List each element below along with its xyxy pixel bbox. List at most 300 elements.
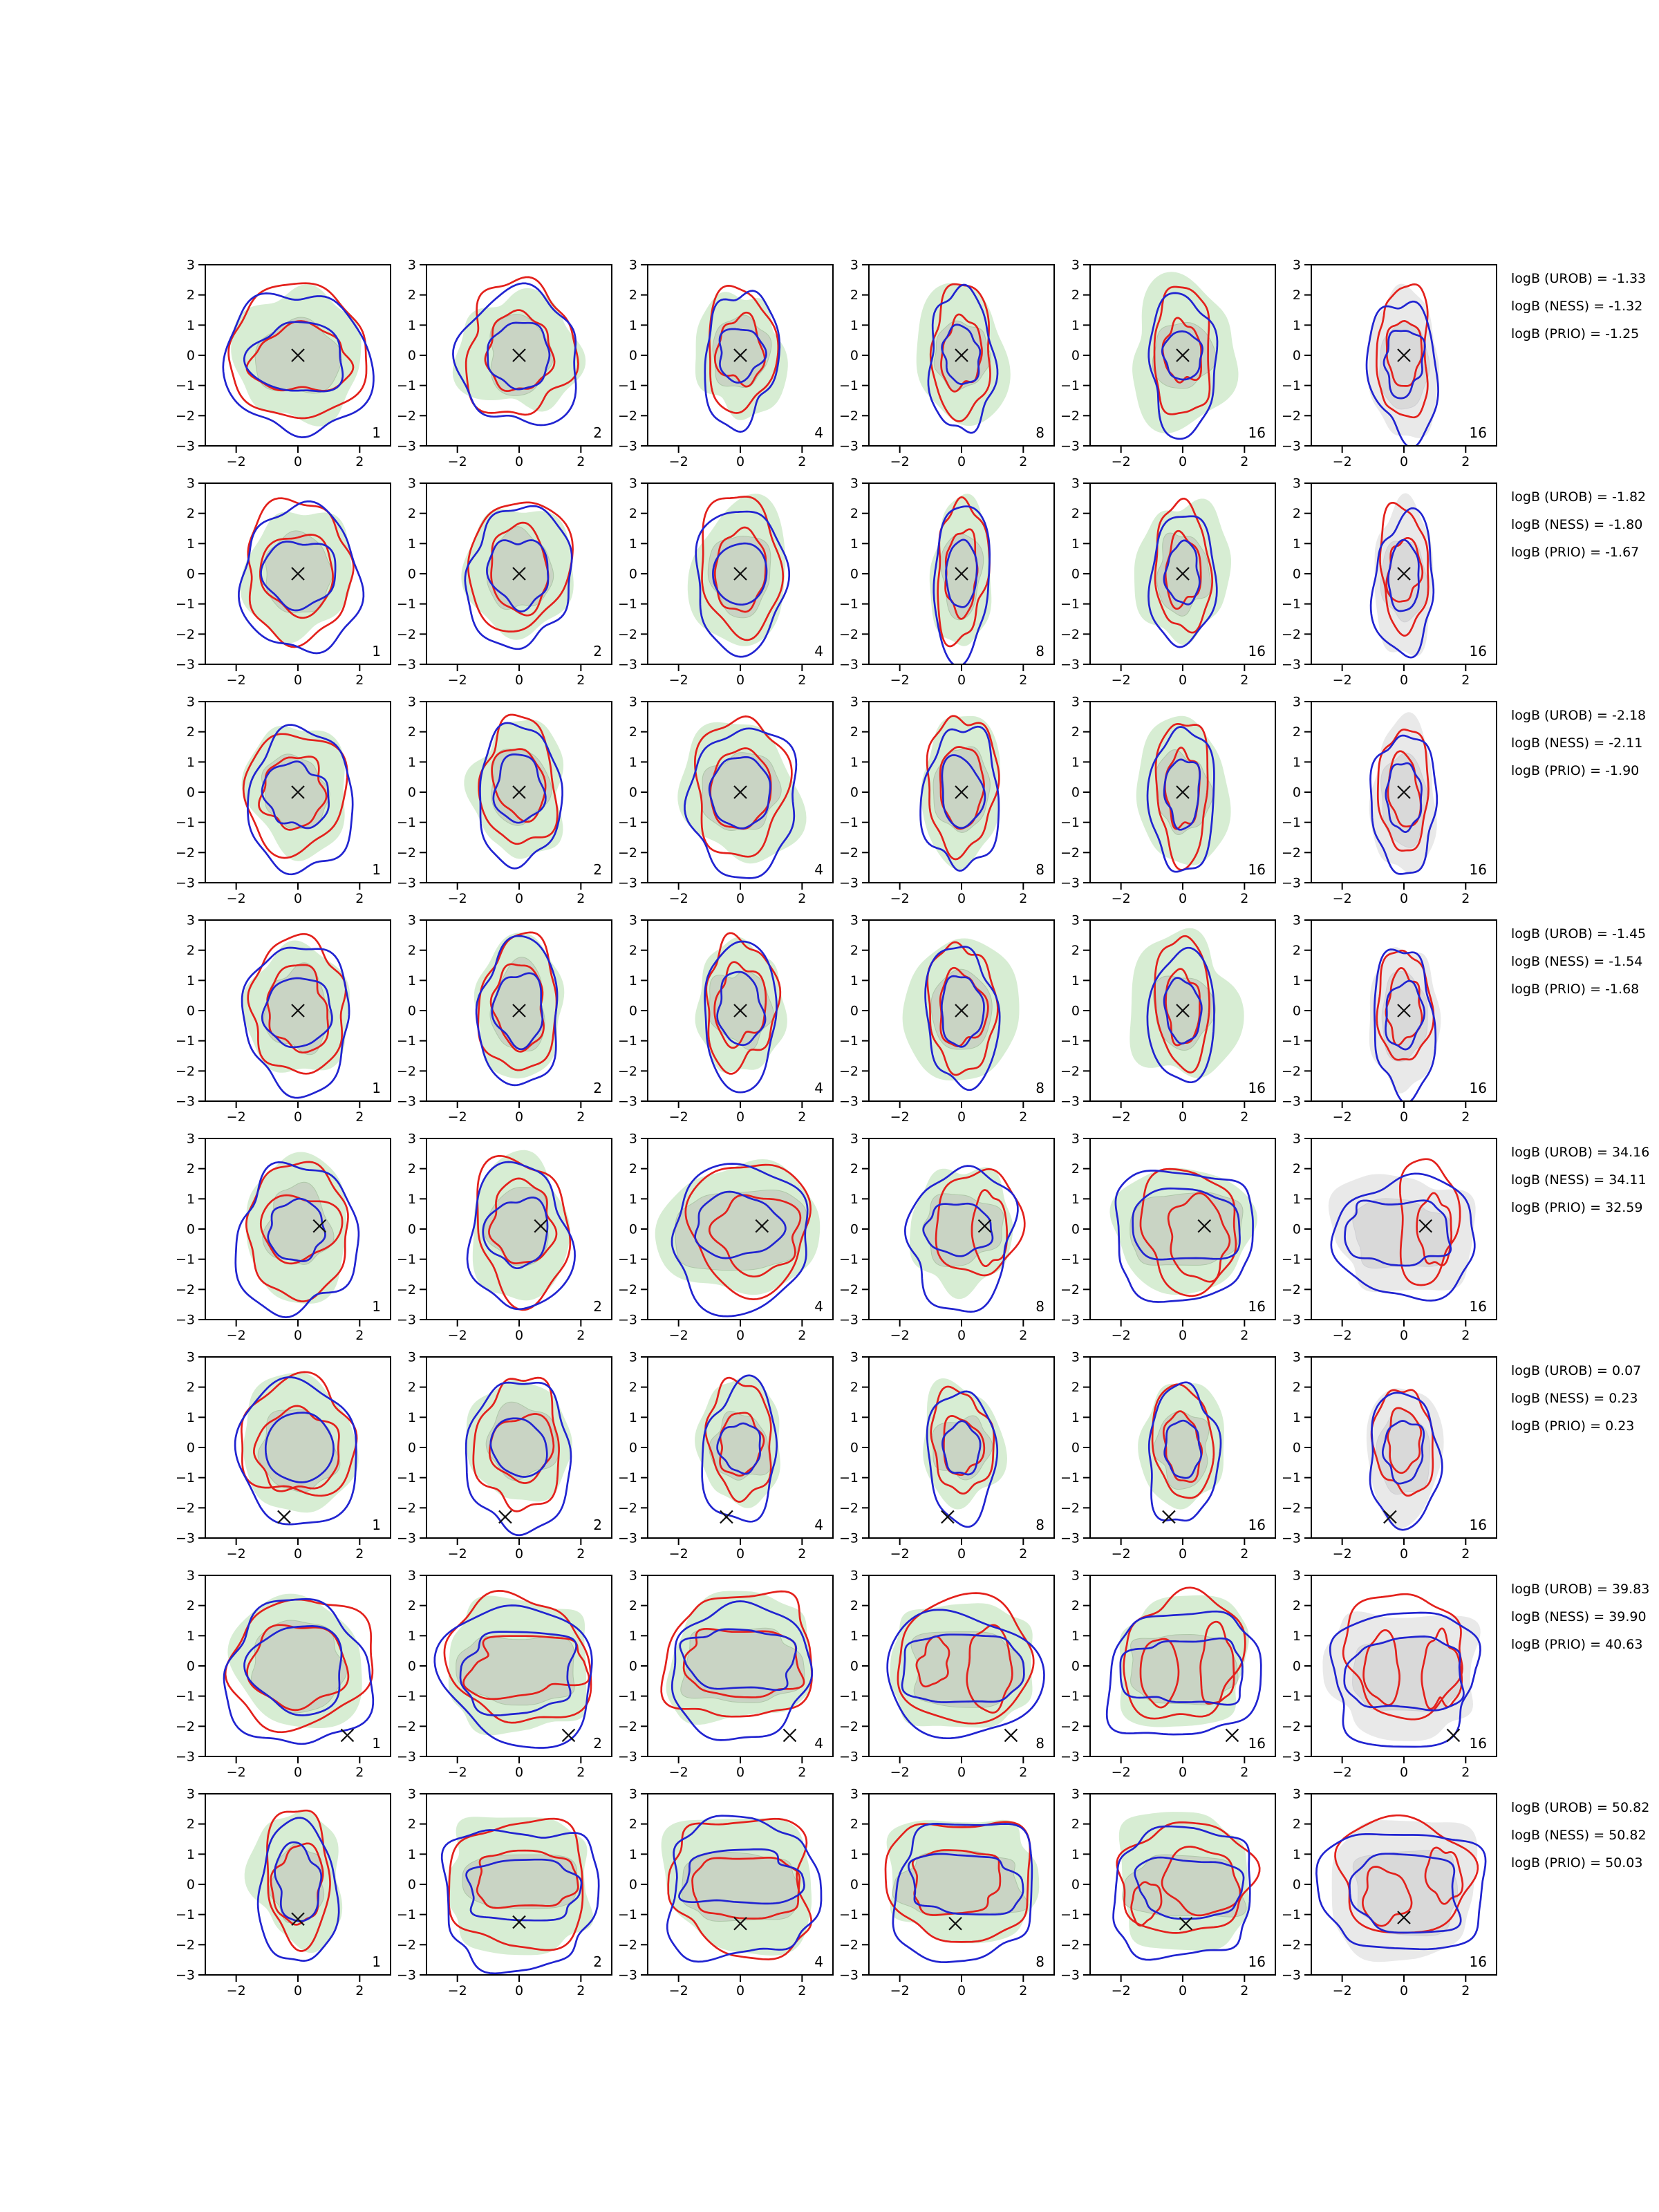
y-tick-label: 0 [1071,1221,1080,1237]
x-tick-label: −2 [1332,1328,1352,1343]
y-tick-label: 0 [407,1221,416,1237]
y-tick-label: 3 [1292,694,1301,710]
y-tick-label: −2 [1060,1718,1080,1734]
x-tick-label: −2 [1111,1109,1131,1125]
panel-count-label: 16 [1248,1953,1266,1970]
y-tick-label: −3 [838,438,859,454]
y-tick-label: −1 [396,1907,416,1923]
y-tick-label: 3 [186,694,195,710]
x-tick-label: 2 [1461,1546,1470,1562]
subplot-r8c2 [392,1784,615,2000]
y-tick-label: 0 [407,1658,416,1674]
panel-count-label: 1 [372,1517,381,1533]
x-tick-label: 0 [1178,1765,1188,1780]
y-tick-label: −3 [175,1749,195,1765]
density-layers [924,1379,1007,1527]
subplot-r8c6 [1277,1784,1499,2000]
y-tick-label: 1 [186,973,195,988]
panel-count-label: 2 [593,1953,602,1970]
y-tick-label: 0 [1292,1003,1301,1019]
x-tick-label: 0 [1399,1328,1409,1343]
panel-count-label: 16 [1248,1298,1266,1315]
panel-count-label: 4 [814,861,823,878]
x-tick-label: 0 [735,1109,745,1125]
density-layers [442,1817,599,1974]
subplot-r2c1 [171,474,393,689]
y-tick-label: −2 [175,1500,195,1516]
density-layers [242,934,350,1098]
x-tick-label: −2 [890,891,910,906]
logb-urob-value: logB (UROB) = 50.82 [1511,1800,1650,1815]
y-tick-label: −3 [617,1749,637,1765]
y-tick-label: 3 [407,1349,416,1365]
panel-count-label: 8 [1035,424,1044,441]
y-tick-label: −2 [838,408,859,424]
y-tick-label: −1 [175,1470,195,1486]
y-tick-label: 2 [1071,943,1080,959]
y-tick-label: 3 [1071,1568,1080,1584]
x-tick-label: −2 [890,1983,910,1998]
subplot-r1c4 [834,255,1057,471]
x-tick-label: 0 [1399,1546,1409,1562]
y-tick-label: 0 [1292,1440,1301,1456]
y-tick-label: 0 [407,348,416,364]
y-tick-label: 2 [1292,1817,1301,1833]
y-tick-label: 0 [850,566,859,582]
y-tick-label: −3 [838,875,859,891]
y-tick-label: 0 [186,1440,195,1456]
y-tick-label: 2 [850,288,859,303]
density-layers [1107,1588,1261,1742]
y-tick-label: 2 [186,1598,195,1614]
x-tick-label: 2 [1240,1109,1249,1125]
y-tick-label: 1 [850,317,859,333]
y-tick-label: −2 [1281,408,1301,424]
y-tick-label: 1 [1071,317,1080,333]
y-tick-label: −1 [838,1907,859,1923]
panel-count-label: 8 [1035,643,1044,659]
y-tick-label: −1 [396,378,416,394]
x-tick-label: 2 [1019,673,1028,688]
x-tick-label: 2 [798,1983,807,1998]
y-tick-label: 0 [628,1658,637,1674]
x-tick-label: 0 [514,1983,524,1998]
y-tick-label: −1 [838,1033,859,1049]
subplot-r8c1 [171,1784,393,2000]
y-tick-label: −2 [838,1937,859,1953]
x-tick-label: 2 [798,454,807,469]
x-tick-label: 2 [355,1765,364,1780]
y-tick-label: 3 [407,476,416,491]
y-tick-label: 2 [407,1598,416,1614]
x-tick-label: −2 [1332,454,1352,469]
y-tick-label: −2 [617,1937,637,1953]
y-tick-label: 2 [628,724,637,740]
y-tick-label: −1 [1281,1470,1301,1486]
x-tick-label: 0 [735,673,745,688]
y-tick-label: 1 [186,1628,195,1644]
x-tick-label: 0 [514,673,524,688]
y-tick-label: −3 [175,1312,195,1328]
subplot-r5c6 [1277,1129,1499,1344]
x-tick-label: −2 [226,454,246,469]
y-tick-label: 0 [1071,1440,1080,1456]
y-tick-label: 1 [1071,1191,1080,1207]
y-tick-label: 3 [628,1349,637,1365]
y-tick-label: −2 [175,1718,195,1734]
y-tick-label: −3 [1281,875,1301,891]
y-tick-label: 1 [850,1191,859,1207]
subplot-r6c2 [392,1347,615,1563]
y-tick-label: 0 [407,1440,416,1456]
y-tick-label: 3 [186,1568,195,1584]
x-tick-label: 0 [957,1765,966,1780]
x-tick-label: −2 [890,673,910,688]
subplot-r5c5 [1056,1129,1278,1344]
panel-count-label: 16 [1469,424,1487,441]
y-tick-label: −3 [396,1749,416,1765]
y-tick-label: −1 [1060,378,1080,394]
y-tick-label: 2 [186,1380,195,1396]
y-tick-label: −2 [1060,1063,1080,1079]
y-tick-label: 3 [1071,1786,1080,1802]
y-tick-label: −1 [396,597,416,612]
y-tick-label: 1 [186,1409,195,1425]
panel-count-label: 16 [1248,861,1266,878]
y-tick-label: −2 [838,1718,859,1734]
y-tick-label: 0 [850,348,859,364]
y-tick-label: −3 [1281,657,1301,673]
y-tick-label: 2 [628,288,637,303]
logb-annotation-row7 [1511,1575,1649,1658]
logb-ness-value: logB (NESS) = -1.80 [1511,517,1643,532]
x-tick-label: 0 [735,1328,745,1343]
panel-count-label: 2 [593,643,602,659]
x-tick-label: −2 [226,673,246,688]
y-tick-label: 2 [628,506,637,522]
x-tick-label: 0 [293,1546,303,1562]
y-tick-label: 3 [628,912,637,928]
density-layers [242,725,353,874]
y-tick-label: 2 [1071,1380,1080,1396]
panel-count-label: 2 [593,1735,602,1752]
x-tick-label: 2 [355,1983,364,1998]
y-tick-label: −2 [175,1063,195,1079]
x-tick-label: −2 [226,1109,246,1125]
y-tick-label: 0 [186,1221,195,1237]
density-layers [1134,498,1230,647]
density-layers [223,283,374,438]
subplot-r3c1 [171,692,393,908]
x-tick-label: −2 [226,1328,246,1343]
y-tick-label: −2 [1281,1500,1301,1516]
density-layers [885,1820,1039,1962]
y-tick-label: −3 [838,1530,859,1546]
y-tick-label: −2 [617,1500,637,1516]
y-tick-label: 3 [850,912,859,928]
logb-ness-value: logB (NESS) = 39.90 [1511,1609,1647,1624]
y-tick-label: 3 [1071,476,1080,491]
y-tick-label: 1 [628,1191,637,1207]
logb-annotation-row1 [1511,265,1646,348]
y-tick-label: −2 [175,1937,195,1953]
y-tick-label: −3 [617,1312,637,1328]
panel-count-label: 16 [1469,861,1487,878]
logb-ness-value: logB (NESS) = 0.23 [1511,1391,1638,1406]
y-tick-label: 3 [1292,912,1301,928]
y-tick-label: 0 [1071,1003,1080,1019]
y-tick-label: −2 [1281,1937,1301,1953]
y-tick-label: −3 [1281,1749,1301,1765]
x-tick-label: 2 [1461,673,1470,688]
y-tick-label: −3 [396,438,416,454]
x-tick-label: 2 [1019,454,1028,469]
panel-count-label: 8 [1035,861,1044,878]
y-tick-label: 3 [407,257,416,273]
subplot-r5c4 [834,1129,1057,1344]
x-marker-icon [941,1510,954,1523]
logb-prio-value: logB (PRIO) = 0.23 [1511,1418,1635,1434]
y-tick-label: 3 [850,1131,859,1147]
x-tick-label: −2 [447,673,467,688]
logb-urob-value: logB (UROB) = -2.18 [1511,708,1647,723]
x-tick-label: 0 [514,1765,524,1780]
y-tick-label: 1 [1071,536,1080,552]
y-tick-label: −2 [1281,1282,1301,1297]
y-tick-label: 0 [1292,785,1301,800]
x-tick-label: 2 [577,1546,585,1562]
y-tick-label: −1 [396,1252,416,1268]
density-layers [1136,716,1230,872]
y-tick-label: 0 [850,1440,859,1456]
x-tick-label: −2 [1111,1328,1131,1343]
x-tick-label: 0 [293,673,303,688]
y-tick-label: 0 [1292,1877,1301,1893]
x-marker-icon [1226,1729,1238,1741]
y-tick-label: −2 [838,1500,859,1516]
logb-prio-value: logB (PRIO) = -1.25 [1511,326,1640,341]
x-tick-label: 2 [1019,1546,1028,1562]
density-layers [930,494,991,666]
logb-annotation-row2 [1511,483,1646,566]
panel-count-label: 4 [814,1735,823,1752]
x-tick-label: −2 [890,1546,910,1562]
density-layers [678,716,806,878]
subplot-r6c4 [834,1347,1057,1563]
x-tick-label: 0 [514,454,524,469]
y-tick-label: 1 [186,754,195,770]
subplot-r2c6 [1277,474,1499,689]
y-tick-label: 0 [850,1877,859,1893]
y-tick-label: 0 [1292,1221,1301,1237]
x-tick-label: 0 [735,1983,745,1998]
y-tick-label: 1 [628,536,637,552]
density-layers [655,1160,819,1317]
x-tick-label: 0 [1399,891,1409,906]
y-tick-label: 1 [186,317,195,333]
x-tick-label: −2 [668,891,688,906]
y-tick-label: 1 [628,1846,637,1862]
y-tick-label: −2 [617,408,637,424]
y-tick-label: 1 [850,536,859,552]
y-tick-label: 2 [1071,506,1080,522]
density-layers [888,1593,1044,1742]
y-tick-label: 2 [1071,1598,1080,1614]
x-tick-label: −2 [447,1983,467,1998]
y-tick-label: −2 [175,626,195,642]
y-tick-label: 0 [1292,1658,1301,1674]
subplot-r1c3 [613,255,836,471]
panel-count-label: 1 [372,1953,381,1970]
density-layers [662,1816,821,1962]
x-tick-label: 0 [514,1328,524,1343]
y-tick-label: 3 [186,1786,195,1802]
panel-count-label: 16 [1248,643,1266,659]
y-tick-label: −3 [396,657,416,673]
subplot-r1c2 [392,255,615,471]
logb-ness-value: logB (NESS) = 50.82 [1511,1828,1647,1843]
subplot-r1c1 [171,255,393,471]
subplot-r6c5 [1056,1347,1278,1563]
y-tick-label: 2 [628,1161,637,1177]
y-tick-label: −3 [1281,438,1301,454]
panel-count-label: 16 [1469,1953,1487,1970]
panel-count-label: 16 [1248,1517,1266,1533]
panel-count-label: 1 [372,424,381,441]
x-tick-label: 0 [1178,1109,1188,1125]
subplot-r3c6 [1277,692,1499,908]
y-tick-label: 2 [186,288,195,303]
y-tick-label: 2 [1292,1598,1301,1614]
y-tick-label: 3 [1071,912,1080,928]
density-layers [435,1591,592,1747]
x-tick-label: 2 [1240,1765,1249,1780]
logb-urob-value: logB (UROB) = -1.82 [1511,489,1647,505]
y-tick-label: 2 [1292,506,1301,522]
y-tick-label: 3 [1292,1349,1301,1365]
panel-count-label: 2 [593,1298,602,1315]
x-tick-label: 0 [957,454,966,469]
density-layers [474,932,564,1085]
logb-prio-value: logB (PRIO) = 50.03 [1511,1855,1643,1871]
y-tick-label: −1 [838,378,859,394]
y-tick-label: 0 [407,1003,416,1019]
y-tick-label: 0 [186,1877,195,1893]
x-marker-icon [1163,1510,1175,1523]
x-marker-icon [1447,1729,1459,1741]
y-tick-label: −3 [175,438,195,454]
subplot-r2c5 [1056,474,1278,689]
y-tick-label: 2 [407,506,416,522]
y-tick-label: −3 [617,438,637,454]
panel-count-label: 4 [814,1080,823,1096]
y-tick-label: −2 [617,1718,637,1734]
panel-count-label: 4 [814,1298,823,1315]
x-tick-label: −2 [447,1109,467,1125]
y-tick-label: 3 [186,912,195,928]
y-tick-label: −2 [1281,1718,1301,1734]
y-tick-label: −1 [838,1252,859,1268]
x-tick-label: −2 [447,891,467,906]
y-tick-label: 3 [407,1786,416,1802]
panel-count-label: 16 [1469,1298,1487,1315]
y-tick-label: 0 [1071,1658,1080,1674]
y-tick-label: 1 [407,1409,416,1425]
x-tick-label: 2 [577,1983,585,1998]
subplot-r3c2 [392,692,615,908]
y-tick-label: −1 [617,1033,637,1049]
density-layers [245,1810,342,1960]
y-tick-label: −2 [396,1282,416,1297]
panel-count-label: 8 [1035,1298,1044,1315]
y-tick-label: 0 [407,566,416,582]
y-tick-label: 0 [1292,348,1301,364]
logb-ness-value: logB (NESS) = -2.11 [1511,735,1643,751]
x-tick-label: −2 [226,1983,246,1998]
y-tick-label: −3 [175,1967,195,1983]
y-tick-label: 0 [628,348,637,364]
y-tick-label: 3 [628,257,637,273]
density-layers [1138,1382,1224,1524]
x-marker-icon [783,1729,796,1741]
y-tick-label: −3 [838,1749,859,1765]
subplot-r4c4 [834,910,1057,1126]
subplot-r7c4 [834,1566,1057,1781]
y-tick-label: 0 [628,566,637,582]
y-tick-label: −2 [1281,1063,1301,1079]
panel-count-label: 16 [1248,1080,1266,1096]
subplot-r2c3 [613,474,836,689]
y-tick-label: −3 [396,1967,416,1983]
density-layers [1110,1168,1257,1302]
logb-annotation-row5 [1511,1138,1649,1221]
density-layers [238,498,364,653]
density-layers [1133,272,1238,439]
y-tick-label: −1 [1281,1252,1301,1268]
y-tick-label: −1 [175,378,195,394]
subplot-r7c2 [392,1566,615,1781]
x-tick-label: −2 [890,454,910,469]
x-tick-label: 0 [293,1983,303,1998]
y-tick-label: 3 [628,1786,637,1802]
subplot-r7c5 [1056,1566,1278,1781]
y-tick-label: −1 [1060,1470,1080,1486]
y-tick-label: −2 [838,1063,859,1079]
y-tick-label: −1 [617,1470,637,1486]
subplot-r7c3 [613,1566,836,1781]
x-tick-label: −2 [1111,673,1131,688]
subplot-r6c6 [1277,1347,1499,1563]
y-tick-label: 1 [850,1628,859,1644]
x-tick-label: −2 [1332,673,1352,688]
x-marker-icon [499,1510,512,1523]
y-tick-label: −3 [1060,1094,1080,1109]
x-tick-label: 2 [355,673,364,688]
y-tick-label: 1 [628,754,637,770]
y-tick-label: 1 [1292,754,1301,770]
y-tick-label: 0 [628,1877,637,1893]
y-tick-label: −3 [1281,1312,1301,1328]
subplot-r3c3 [613,692,836,908]
y-tick-label: 2 [407,1817,416,1833]
density-layers [695,285,787,431]
y-tick-label: 0 [850,1221,859,1237]
x-tick-label: 2 [1019,1109,1028,1125]
y-tick-label: 2 [1292,1380,1301,1396]
y-tick-label: 1 [628,317,637,333]
logb-ness-value: logB (NESS) = -1.32 [1511,299,1643,314]
y-tick-label: −2 [1281,626,1301,642]
